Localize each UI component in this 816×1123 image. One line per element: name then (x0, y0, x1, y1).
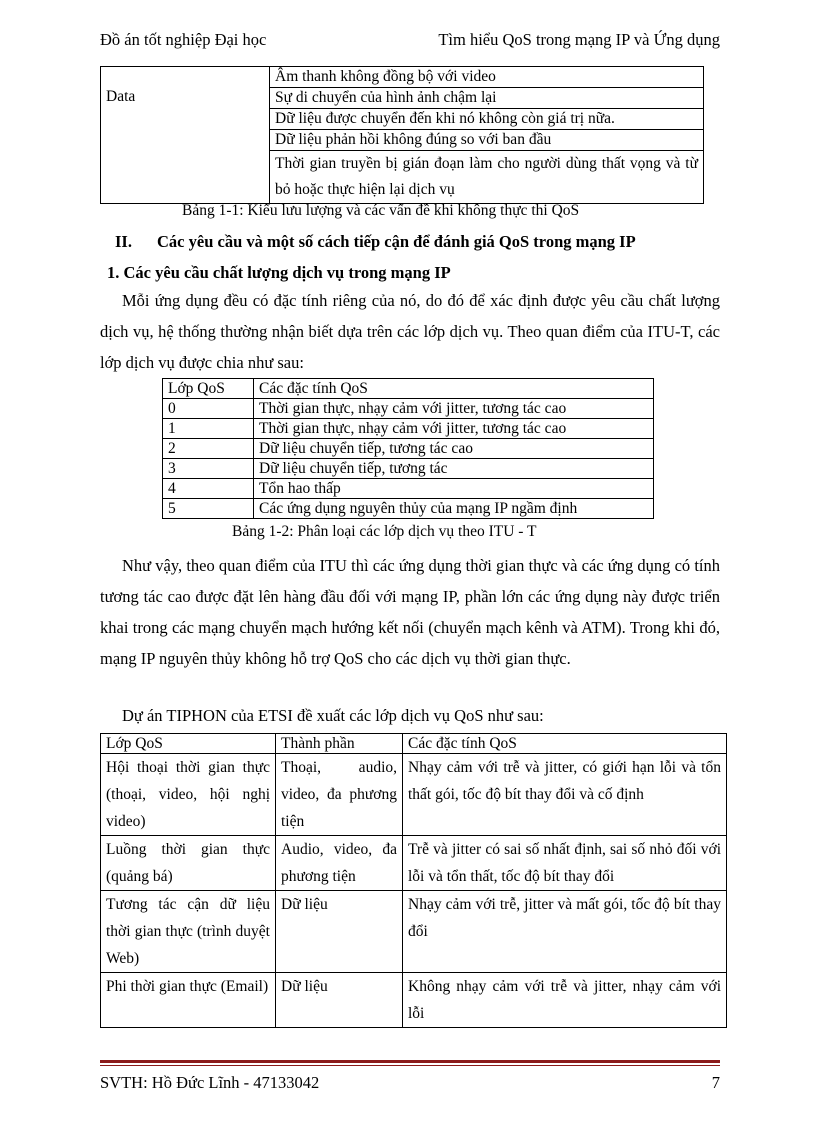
table-cell: Thời gian thực, nhạy cảm với jitter, tương tác cao (254, 419, 654, 439)
paragraph (100, 550, 720, 674)
table-row (163, 459, 654, 479)
table-cell: Tổn hao thấp (254, 479, 654, 499)
section-title: Các yêu cầu và một số cách tiếp cận để đánh giá QoS trong mạng IP (157, 232, 636, 251)
traffic-problems-table (100, 66, 704, 204)
table-cell: Các ứng dụng nguyên thủy của mạng IP ngầm định (254, 499, 654, 519)
table-cell: 1 (163, 419, 254, 439)
section-heading (115, 232, 636, 252)
table-cell: Dữ liệu chuyển tiếp, tương tác cao (254, 439, 654, 459)
table-cell: Thoại, audio, video, đa phương tiện (276, 754, 403, 836)
table-cell: Không nhạy cảm với trễ và jitter, nhạy cảm với lỗi (403, 973, 727, 1028)
paragraph (100, 285, 720, 378)
table-header-cell: Lớp QoS (101, 734, 276, 754)
table-cell: Dữ liệu (276, 891, 403, 973)
table-cell: Dữ liệu được chuyển đến khi nó không còn giá trị nữa. (270, 109, 704, 130)
table-cell: Trễ và jitter có sai số nhất định, sai số nhỏ đối với lỗi và tổn thất, tốc độ bít thay đổi (403, 836, 727, 891)
table-cell: Sự di chuyển của hình ảnh chậm lại (270, 88, 704, 109)
header-left: Đồ án tốt nghiệp Đại học (100, 30, 267, 49)
table-header-cell: Thành phần (276, 734, 403, 754)
footer-rule-thin (100, 1065, 720, 1066)
table-row (163, 419, 654, 439)
table-cell: Luồng thời gian thực (quảng bá) (101, 836, 276, 891)
footer-author: SVTH: Hồ Đức Lĩnh - 47133042 (100, 1073, 320, 1092)
table-row (101, 67, 704, 88)
table-cell: 5 (163, 499, 254, 519)
paragraph (100, 700, 720, 731)
table-header-row (163, 379, 654, 399)
table-cell: 2 (163, 439, 254, 459)
header-right: Tìm hiểu QoS trong mạng IP và Ứng dụng (438, 30, 720, 49)
table-cell: Thời gian thực, nhạy cảm với jitter, tương tác cao (254, 399, 654, 419)
table-cell: Hội thoại thời gian thực (thoại, video, hội nghị video) (101, 754, 276, 836)
table-row (163, 399, 654, 419)
table-cell: Tương tác cận dữ liệu thời gian thực (trình duyệt Web) (101, 891, 276, 973)
paragraph-text: Mỗi ứng dụng đều có đặc tính riêng của nó, do đó để xác định được yêu cầu chất lượng dịch vụ, hệ thống thường nhận biết dựa trên các lớp dịch vụ. Theo quan điểm của ITU-T, các lớp dịch vụ được chia như sau: (100, 291, 720, 372)
table2-caption: Bảng 1-2: Phân loại các lớp dịch vụ theo ITU - T (232, 523, 537, 540)
page-number: 7 (711, 1073, 720, 1092)
section-number: II. (115, 232, 132, 251)
table-header-row (101, 734, 727, 754)
subsection-heading: 1. Các yêu cầu chất lượng dịch vụ trong mạng IP (107, 263, 451, 282)
table-row (101, 836, 727, 891)
table-row (163, 499, 654, 519)
table-cell: Âm thanh không đồng bộ với video (270, 67, 704, 88)
table-cell: Dữ liệu chuyển tiếp, tương tác (254, 459, 654, 479)
table-row (101, 973, 727, 1028)
table-row (163, 439, 654, 459)
table-cell: Thời gian truyền bị gián đoạn làm cho người dùng thất vọng và từ bỏ hoặc thực hiện lại dịch vụ (270, 151, 704, 204)
table1-caption: Bảng 1-1: Kiểu lưu lượng và các vấn đề khi không thực thi QoS (182, 202, 580, 219)
table-header-cell: Các đặc tính QoS (254, 379, 654, 399)
table-cell: Nhạy cảm với trễ, jitter và mất gói, tốc độ bít thay đổi (403, 891, 727, 973)
table-cell-label: Data (101, 67, 270, 204)
table-header-cell: Lớp QoS (163, 379, 254, 399)
table-cell: Nhạy cảm với trễ và jitter, có giới hạn lỗi và tổn thất gói, tốc độ bít thay đổi và cố định (403, 754, 727, 836)
table-row (101, 891, 727, 973)
table-cell: Audio, video, đa phương tiện (276, 836, 403, 891)
paragraph-text: Dự án TIPHON của ETSI đề xuất các lớp dịch vụ QoS như sau: (122, 706, 544, 725)
itu-qos-classes-table (162, 378, 654, 519)
table-cell: Phi thời gian thực (Email) (101, 973, 276, 1028)
paragraph-text: Như vậy, theo quan điểm của ITU thì các ứng dụng thời gian thực và các ứng dụng có tính tương tác cao được đặt lên hàng đầu đối với mạng IP, phần lớn các ứng dụng này được triển khai trong các mạng chuyển mạch hướng kết nối (chuyển mạch kênh và ATM). Trong khi đó, mạng IP nguyên thủy không hỗ trợ QoS cho các dịch vụ thời gian thực. (100, 556, 720, 668)
table-cell: 0 (163, 399, 254, 419)
footer-rule-thick (100, 1060, 720, 1063)
table-header-cell: Các đặc tính QoS (403, 734, 727, 754)
tiphon-qos-classes-table (100, 733, 727, 1028)
table-cell: 4 (163, 479, 254, 499)
table-row (101, 754, 727, 836)
table-cell: Dữ liệu phản hồi không đúng so với ban đầu (270, 130, 704, 151)
table-cell: 3 (163, 459, 254, 479)
table-cell: Dữ liệu (276, 973, 403, 1028)
table-row (163, 479, 654, 499)
